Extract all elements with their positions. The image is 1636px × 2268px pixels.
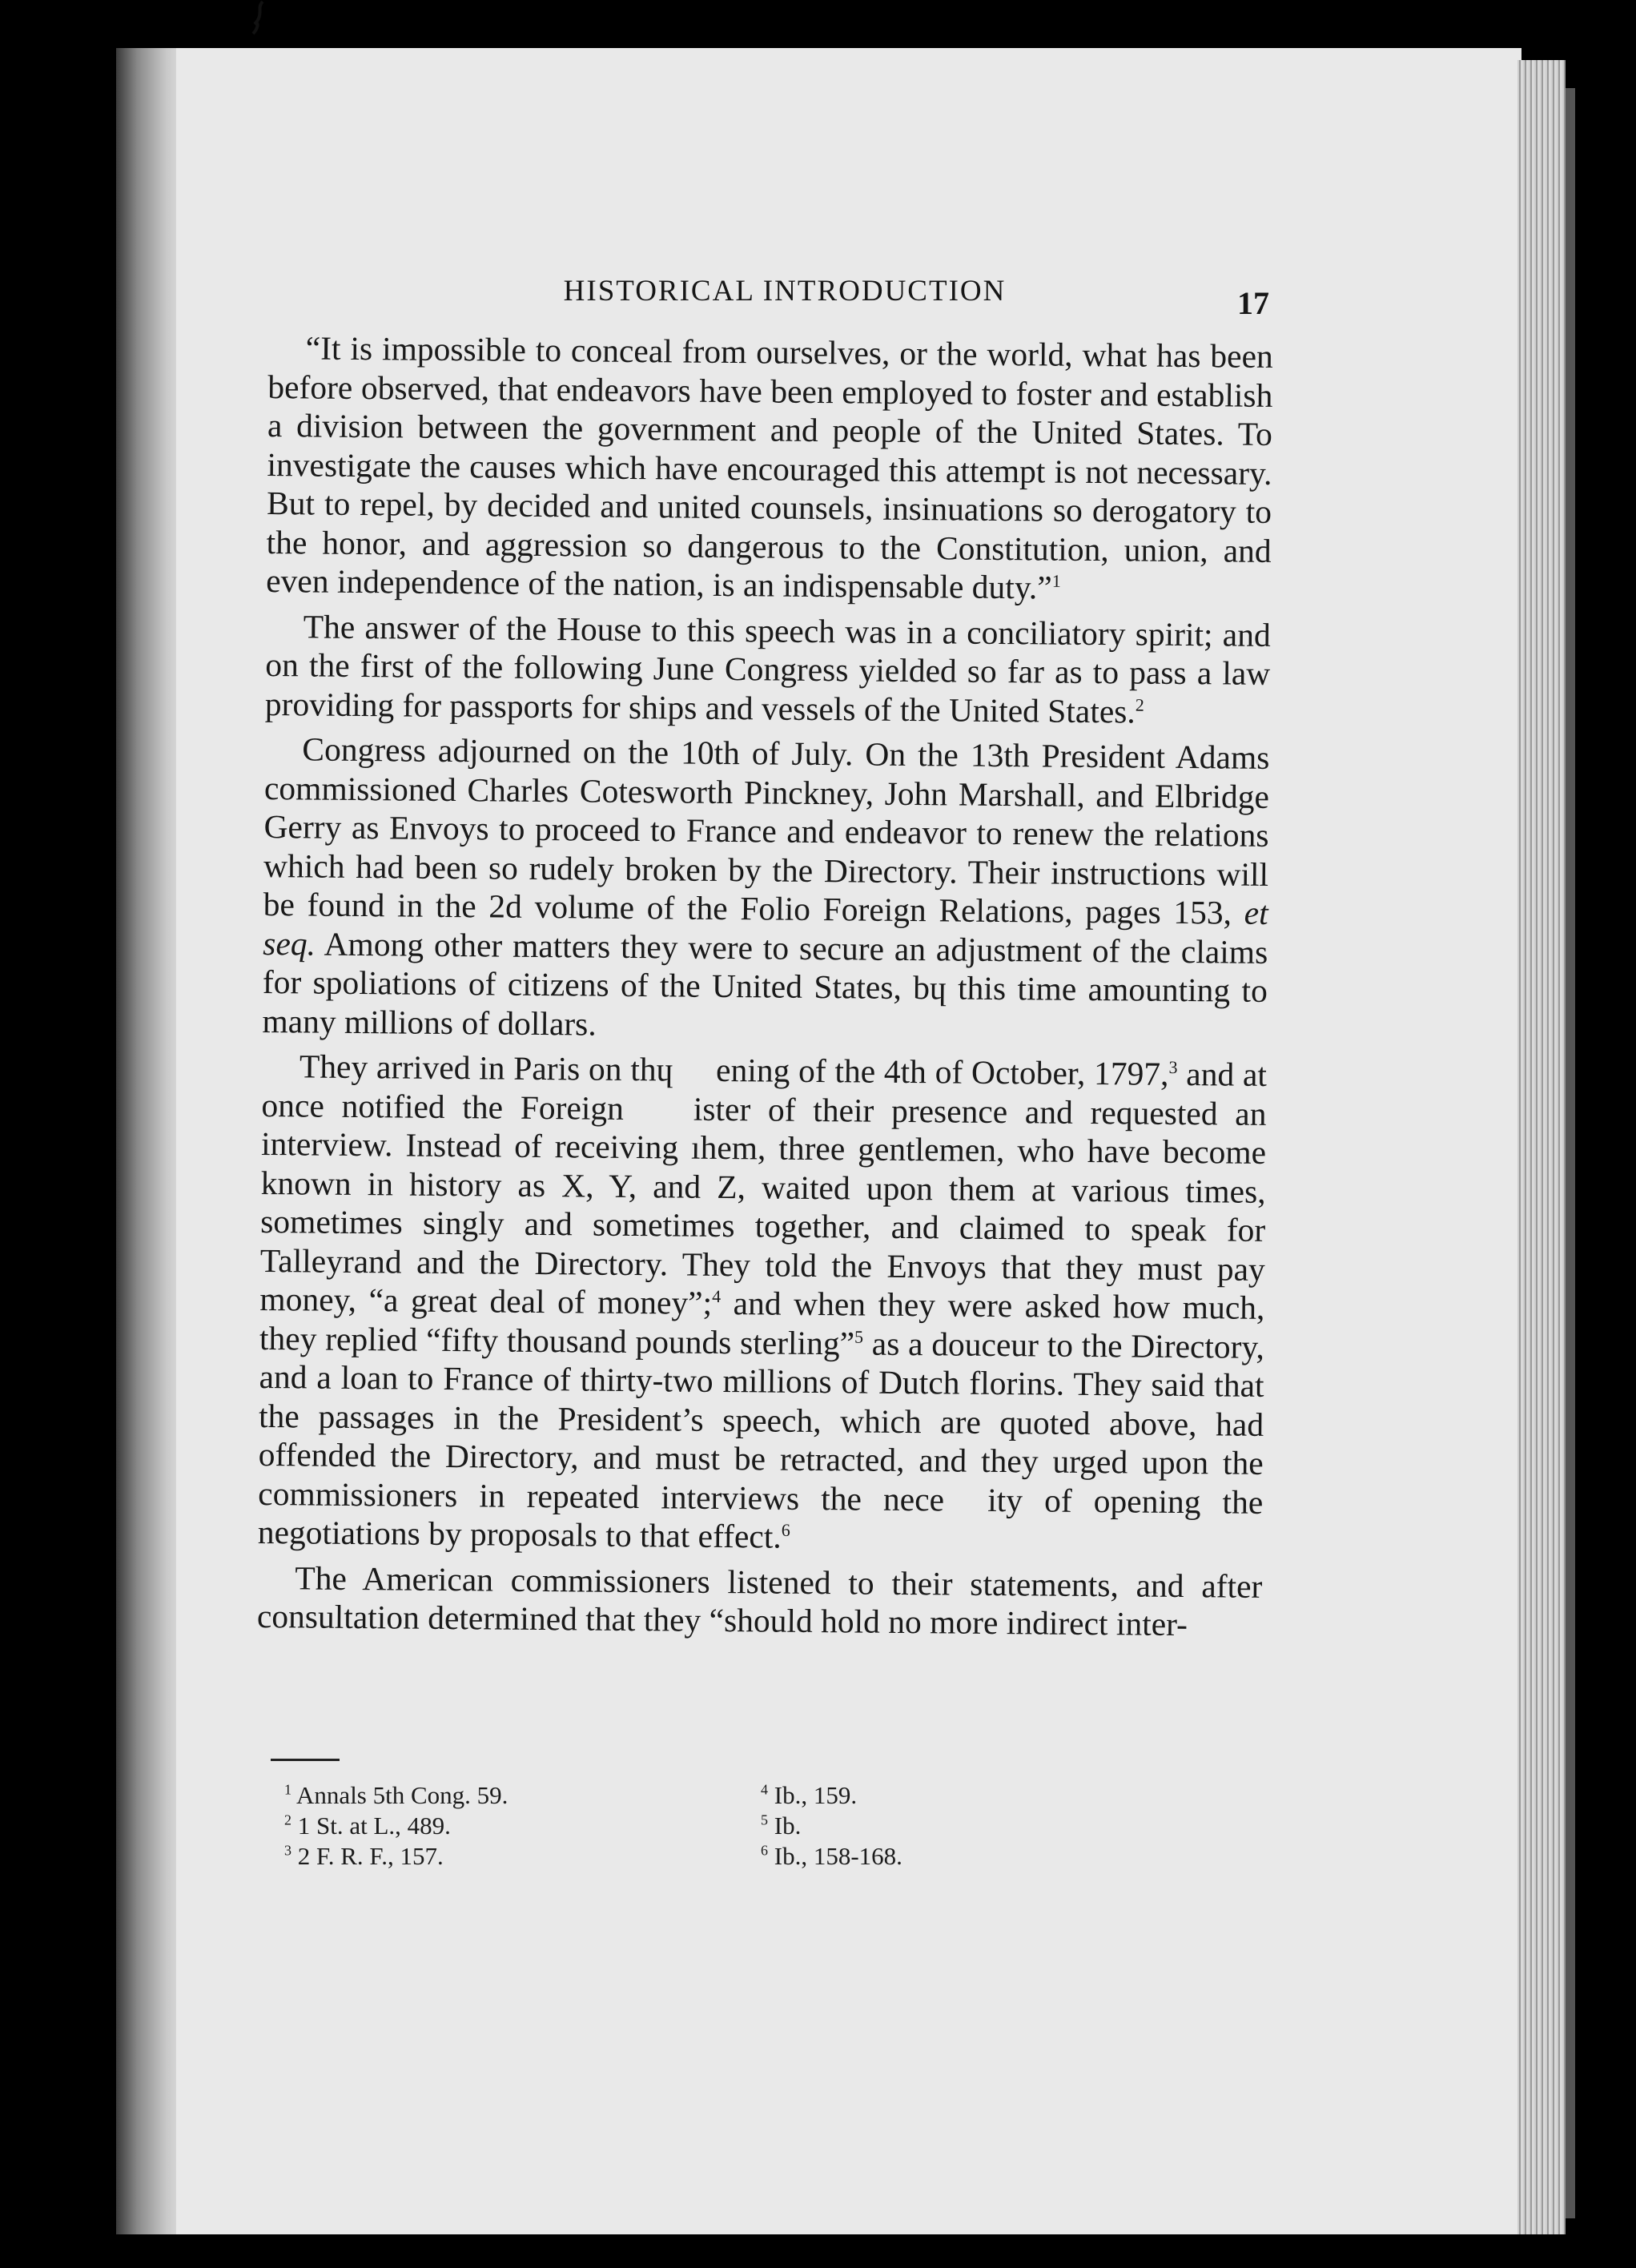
footnote-reference: 4	[712, 1286, 722, 1307]
ink-mark-icon	[248, 0, 271, 35]
footnote-reference: 6	[781, 1519, 790, 1540]
footnote-mark: 6	[761, 1842, 768, 1859]
body-text	[257, 328, 1273, 1651]
running-header: HISTORICAL INTRODUCTION	[563, 275, 1007, 308]
text-run: “It is impossible to conceal from ourselves, or the world, what has been before observed, that endeavors have been employed to foster and establish a division between the government and people of the United States. To investigate the causes which have encouraged this attempt is not necessary. But to repel, by decided and united counsels, insinuations so derogatory to the honor, and aggression so dangerous to the Constitution, union, and even independence of the nation, is an indispensable duty.”	[266, 329, 1273, 606]
page-edge-shadow	[1566, 88, 1575, 2218]
text-run: Congress adjourned on the 10th of July. On the 13th President Adams commissioned Charles Cotesworth Pinckney, John Marshall, and Elbridge Gerry as Envoys to proceed to France and endeavor to renew the relations which had been so rudely broken by the Directory. Their instructions will be found in the 2d volume of the Folio Foreign Relations, pages 153,	[263, 730, 1270, 931]
paragraph-p1	[266, 328, 1273, 609]
footnote	[761, 1841, 902, 1872]
italic-text: et seq.	[263, 894, 1268, 963]
footnotes-right-column	[761, 1780, 902, 1872]
text-run: Among other matters they were to secure an adjustment of the claims for spoliations of citizens of the United States, bɥ this time amounting to many millions of dollars.	[262, 925, 1268, 1043]
footnote-mark: 2	[284, 1812, 291, 1828]
footnote-text: Ib., 158-168.	[774, 1842, 902, 1870]
paragraph-p2	[265, 606, 1271, 731]
footnote-reference: 3	[1168, 1057, 1178, 1078]
page-number: 17	[1237, 285, 1269, 321]
text-run: as a douceur to the Directory, and a loan to France of thirty-two millions of Dutch florins. They said that the passages in the President’s speech, which are quoted above, had offended the Directory, and must be retracted, and they urged upon the commissioners in repeated interviews the nece ity of opening the negotiations by proposals to that effect.	[257, 1325, 1265, 1555]
text-run: The American commissioners listened to their statements, and after consultation determined that they “should hold no more indirect inter-	[256, 1558, 1263, 1643]
paragraph-p5	[257, 1558, 1263, 1644]
text-run: and when they were asked how much, they replied “fifty thousand pounds sterling”	[259, 1284, 1265, 1361]
footnotes-left-column	[284, 1780, 508, 1872]
footnote-text: 2 F. R. F., 157.	[297, 1842, 444, 1870]
footnote	[284, 1841, 508, 1872]
footnote-mark: 4	[761, 1781, 768, 1798]
footnote-reference: 1	[1051, 570, 1061, 591]
footnote	[284, 1780, 508, 1811]
text-run: The answer of the House to this speech was in a conciliatory spirit; and on the first of the following June Congress yielded so far as to pass a law providing for passports for ships and vessels of the United States.	[264, 607, 1271, 730]
footnote-mark: 1	[284, 1781, 291, 1798]
footnote-text: Ib.	[774, 1812, 802, 1840]
paragraph-p4	[258, 1047, 1267, 1560]
footnote-reference: 2	[1135, 694, 1144, 715]
footnote-rule	[271, 1759, 340, 1761]
footnote-text: Ib., 159.	[774, 1781, 858, 1809]
footnote	[761, 1780, 902, 1811]
text-run: They arrived in Paris on thɥ ening of the 4th of October, 1797,	[299, 1048, 1169, 1092]
footnote-mark: 5	[761, 1812, 768, 1828]
text-run: and at once notified the Foreign ister of their presence and requested an interview. Instead of receiving ıhem, three gentlemen, who have become known in history as X, Y, and Z, waited upon them at various times, sometimes singly and sometimes together, and claimed to speak for Talleyrand and the Directory. They told the Envoys that they must pay money, “a great deal of money”;	[259, 1055, 1268, 1321]
footnote-reference: 5	[854, 1326, 864, 1347]
footnote-text: 1 St. at L., 489.	[297, 1812, 451, 1840]
paragraph-p3	[262, 730, 1269, 1049]
footnote	[761, 1811, 902, 1841]
footnote-mark: 3	[284, 1842, 291, 1859]
footnote	[284, 1811, 508, 1841]
footnote-text: Annals 5th Cong. 59.	[296, 1781, 508, 1809]
page-fore-edge	[1517, 60, 1566, 2234]
